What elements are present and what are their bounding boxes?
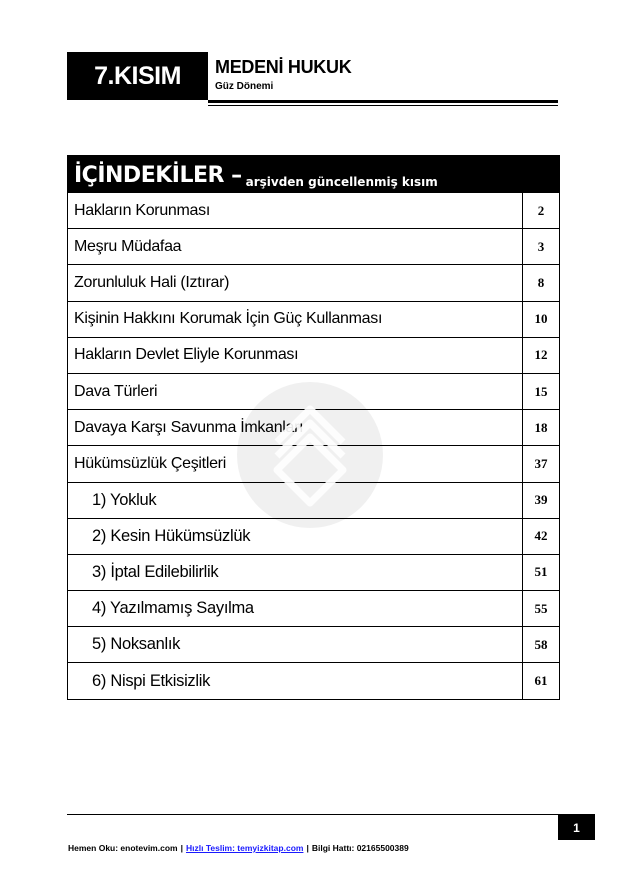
footer-contact: [68, 843, 409, 853]
toc-entry-label: Dava Türleri: [74, 382, 158, 400]
toc-entry-page: 58: [522, 627, 559, 662]
toc-entry-label: Zorunluluk Hali (Iztırar): [74, 273, 230, 291]
toc-entry-page: 51: [522, 555, 559, 590]
toc-row[interactable]: [68, 626, 559, 662]
toc-row[interactable]: [68, 662, 559, 698]
toc-row[interactable]: [68, 373, 559, 409]
toc-entry-label: 4) Yazılmamış Sayılma: [92, 599, 254, 618]
page-number: 1: [558, 815, 595, 840]
toc-entry-page: 3: [522, 229, 559, 264]
toc-entry-label: 1) Yokluk: [92, 490, 157, 509]
toc-subtitle: arşivden güncellenmiş kısım: [245, 175, 438, 189]
table-of-contents: [67, 155, 560, 700]
toc-entry-page: 12: [522, 338, 559, 373]
toc-entry-page: 55: [522, 591, 559, 626]
toc-row[interactable]: [68, 301, 559, 337]
toc-row[interactable]: [68, 409, 559, 445]
toc-entry-page: 18: [522, 410, 559, 445]
toc-entry-label: Hükümsüzlük Çeşitleri: [74, 454, 226, 472]
toc-entry-label: Meşru Müdafaa: [74, 237, 182, 255]
toc-row[interactable]: [68, 554, 559, 590]
toc-entry-label: Hakların Korunması: [74, 201, 210, 219]
footer-separator: |: [306, 843, 309, 853]
toc-entry-label: Hakların Devlet Eliyle Korunması: [74, 346, 299, 364]
toc-entry-page: 10: [522, 302, 559, 337]
toc-entry-label: 5) Noksanlık: [92, 635, 181, 654]
toc-entry-label: Kişinin Hakkını Korumak İçin Güç Kullanması: [74, 310, 383, 328]
toc-row[interactable]: [68, 337, 559, 373]
toc-entry-page: 61: [522, 663, 559, 698]
toc-entry-label: Davaya Karşı Savunma İmkanları: [74, 418, 304, 436]
toc-row[interactable]: [68, 445, 559, 481]
toc-entry-page: 39: [522, 483, 559, 518]
footer-separator: |: [180, 843, 183, 853]
header-rule-thin: [208, 105, 558, 106]
toc-row[interactable]: [68, 482, 559, 518]
toc-title: İÇİNDEKİLER –: [74, 163, 242, 188]
read-now-text: Hemen Oku: enotevim.com: [68, 843, 178, 853]
toc-row[interactable]: [68, 590, 559, 626]
toc-row[interactable]: [68, 518, 559, 554]
toc-entry-page: 37: [522, 446, 559, 481]
toc-header: [68, 155, 559, 192]
toc-entry-label: 6) Nispi Etkisizlik: [92, 671, 211, 690]
toc-entry-page: 15: [522, 374, 559, 409]
footer-rule: [67, 814, 595, 815]
toc-entry-page: 42: [522, 519, 559, 554]
header-rule-thick: [208, 100, 558, 103]
toc-row[interactable]: [68, 192, 559, 228]
info-line-text: Bilgi Hattı: 02165500389: [311, 843, 409, 853]
toc-entry-page: 2: [522, 193, 559, 228]
toc-row[interactable]: [68, 228, 559, 264]
toc-entry-label: 3) İptal Edilebilirlik: [92, 562, 219, 581]
toc-entry-page: 8: [522, 265, 559, 300]
toc-row[interactable]: [68, 264, 559, 300]
fast-delivery-link[interactable]: Hızlı Teslim: temyizkitap.com: [185, 843, 304, 853]
toc-entry-label: 2) Kesin Hükümsüzlük: [92, 526, 251, 545]
term-subtitle: Güz Dönemi: [215, 81, 274, 92]
section-badge: 7.KISIM: [67, 52, 208, 100]
course-title: MEDENİ HUKUK: [215, 57, 352, 77]
